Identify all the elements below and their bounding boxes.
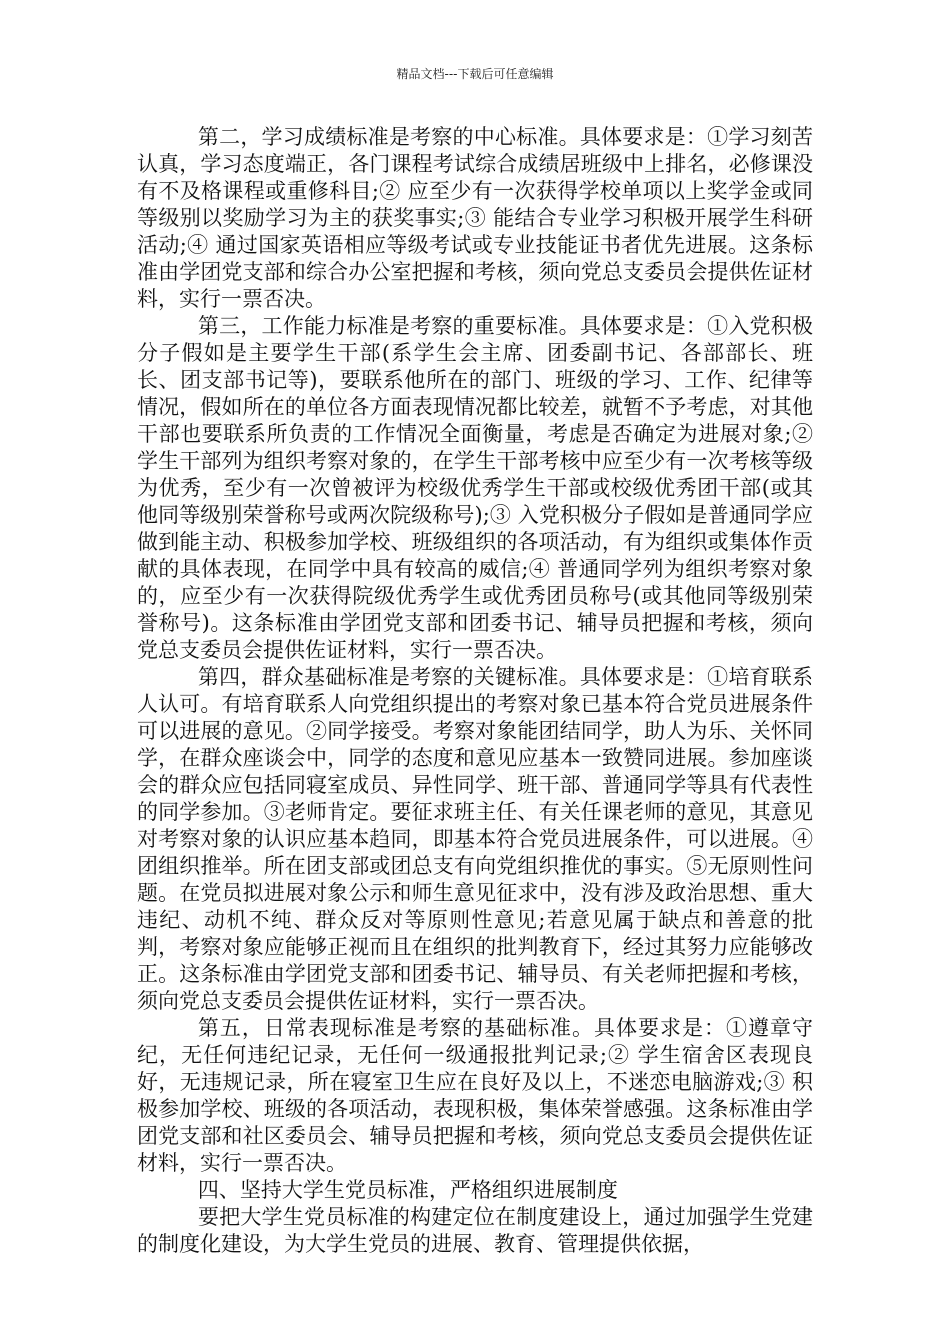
document-body	[137, 124, 813, 1258]
paragraph-daily-performance-standard: 第五，日常表现标准是考察的基础标准。具体要求是：①遵章守纪，无任何违纪记录，无任何一级通报批判记录;② 学生宿舍区表现良好，无违规记录，所在寝室卫生应在良好及以上，不迷恋电脑游戏;③ 积极参加学校、班级的各项活动，表现积极，集体荣誉感强。这条标准由学团党支部和社区委员会、辅导员把握和考核，须向党总支委员会提供佐证材料，实行一票否决。	[137, 1016, 813, 1175]
paragraph-academic-standard: 第二，学习成绩标准是考察的中心标准。具体要求是：①学习刻苦认真，学习态度端正，各门课程考试综合成绩居班级中上排名，必修课没有不及格课程或重修科目;② 应至少有一次获得学校单项以上奖学金或同等级别以奖励学习为主的获奖事实;③ 能结合专业学习积极开展学生科研活动;④ 通过国家英语相应等级考试或专业技能证书者优先进展。这条标准由学团党支部和综合办公室把握和考核，须向党总支委员会提供佐证材料，实行一票否决。	[137, 125, 813, 311]
paragraph-work-ability-standard: 第三，工作能力标准是考察的重要标准。具体要求是：①入党积极分子假如是主要学生干部(系学生会主席、团委副书记、各部部长、班长、团支部书记等)，要联系他所在的部门、班级的学习、工作、纪律等情况，假如所在的单位各方面表现情况都比较差，就暂不予考虑，对其他干部也要联系所负责的工作情况全面衡量，考虑是否确定为进展对象;② 学生干部列为组织考察对象的，在学生干部考核中应至少有一次考核等级为优秀，至少有一次曾被评为校级优秀学生干部或校级优秀团干部(或其他同等级别荣誉称号或两次院级称号);③ 入党积极分子假如是普通同学应做到能主动、积极参加学校、班级组织的各项活动，有为组织或集体作贡献的具体表现，在同学中具有较高的威信;④ 普通同学列为组织考察对象的，应至少有一次获得院级优秀学生或优秀团员称号(或其他同等级别荣誉称号)。这条标准由学团党支部和团委书记、辅导员把握和考核，须向党总支委员会提供佐证材料，实行一票否决。	[137, 314, 813, 662]
page-header: 精品文档---下载后可任意编辑	[396, 67, 554, 81]
paragraph-system-building: 要把大学生党员标准的构建定位在制度建设上，通过加强学生党建的制度化建设，为大学生党员的进展、教育、管理提供依据，	[137, 1205, 813, 1256]
section-heading: 四、坚持大学生党员标准，严格组织进展制度	[197, 1178, 618, 1202]
paragraph-mass-base-standard: 第四，群众基础标准是考察的关键标准。具体要求是：①培育联系人认可。有培育联系人向党组织提出的考察对象已基本符合党员进展条件可以进展的意见。②同学接受。考察对象能团结同学，助人为乐、关怀同学，在群众座谈会中，同学的态度和意见应基本一致赞同进展。参加座谈会的群众应包括同寝室成员、异性同学、班干部、普通同学等具有代表性的同学参加。③老师肯定。要征求班主任、有关任课老师的意见，其意见对考察对象的认识应基本趋同，即基本符合党员进展条件，可以进展。④团组织推举。所在团支部或团总支有向党组织推优的事实。⑤无原则性问题。在党员拟进展对象公示和师生意见征求中，没有涉及政治思想、重大违纪、动机不纯、群众反对等原则性意见;若意见属于缺点和善意的批判，考察对象应能够正视而且在组织的批判教育下，经过其努力应能够改正。这条标准由学团党支部和团委书记、辅导员、有关老师把握和考核，须向党总支委员会提供佐证材料，实行一票否决。	[137, 665, 813, 1013]
